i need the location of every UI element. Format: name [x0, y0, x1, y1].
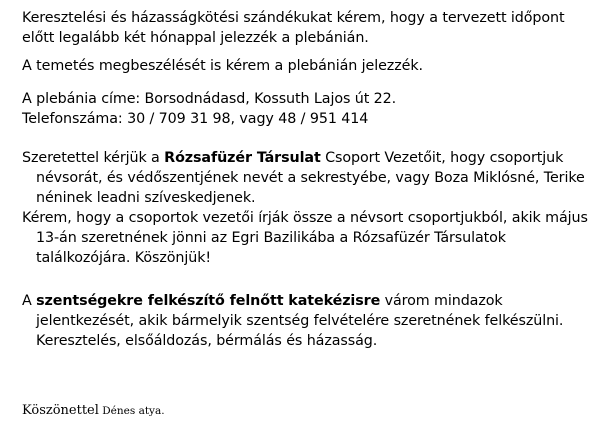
parish-notice [22, 8, 592, 351]
rosary-text-before: Szeretettel kérjük a [22, 150, 165, 166]
address-line: A plebánia címe: Borsodnádasd, Kossuth Lajos út 22. [22, 91, 397, 107]
signature [22, 399, 165, 418]
rosary-text-after: Csoport Vezetőit, hogy csoportjuk névsorát, és védőszentjének nevét a sekrestyébe, vagy Boza Miklósné, Terike néninek leadni szíveskedjenek. [36, 150, 585, 206]
rosary-paragraph [22, 148, 592, 208]
phone-line: Telefonszáma: 30 / 709 31 98, vagy 48 / 951 414 [22, 111, 369, 127]
catechesis-text-after: várom mindazok jelentkezését, akik bármelyik szentség felvételére szeretnének felkészülni. Keresztelés, elsőáldozás, bérmálás és házasság. [36, 293, 564, 349]
signature-name: Dénes atya. [98, 405, 165, 417]
baptism-wedding-paragraph: Keresztelési és házasságkötési szándékukat kérem, hogy a tervezett időpont előtt legalább két hónappal jelezzék a plebánián. [22, 10, 565, 46]
catechesis-paragraph [22, 291, 592, 351]
catechesis-title: szentségekre felkészítő felnőtt katekézisre [36, 293, 381, 309]
funeral-paragraph: A temetés megbeszélését is kérem a plebánián jelezzék. [22, 58, 423, 74]
signature-thanks: Köszönettel [22, 403, 99, 418]
catechesis-text-before: A [22, 293, 37, 309]
rosary-society-name: Rózsafüzér Társulat [164, 150, 321, 166]
meeting-paragraph: Kérem, hogy a csoportok vezetői írják össze a névsort csoportjukból, akik május 13-án szeretnének jönni az Egri Bazilikába a Rózsafüzér Társulatok találkozójára. Köszönjük! [22, 210, 588, 266]
